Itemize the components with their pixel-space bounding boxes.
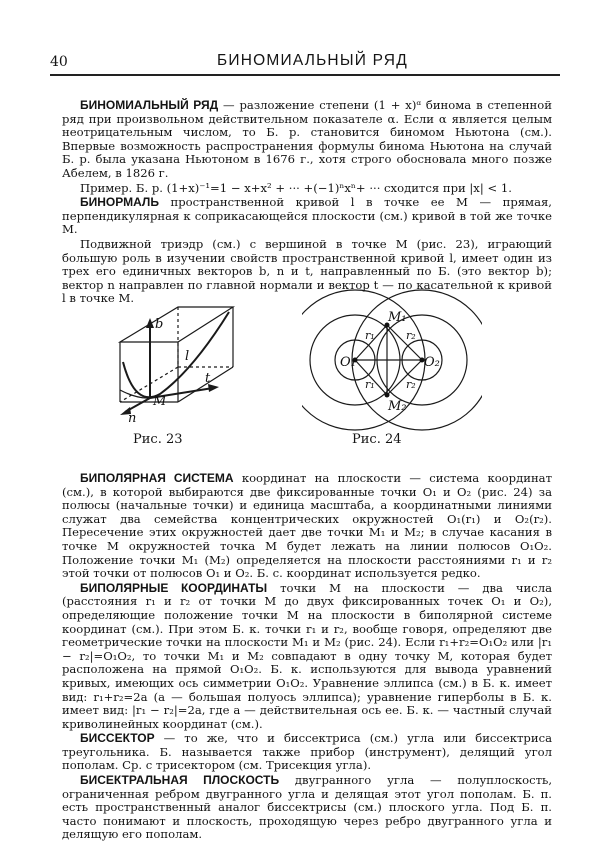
article-bisector-plane (62, 774, 552, 842)
figure-23 (95, 302, 275, 427)
radius-o2-m1 (387, 325, 422, 360)
fig23-curve-l (123, 312, 229, 397)
fig24-label-o2: O₂ (424, 355, 440, 370)
running-title: БИНОМИАЛЬНЫЙ РЯД (217, 52, 408, 69)
fig24-label-r2-lower: r₂ (406, 378, 416, 391)
fig23-label-n: n (128, 411, 137, 426)
radius-o2-m2 (387, 360, 422, 395)
figure-24 (302, 282, 482, 432)
fig24-label-o1: O₁ (340, 355, 356, 370)
page-number: 40 (50, 54, 68, 70)
article-paragraph: Пример. Б. р. (1+x)⁻¹=1 − x+x² + ··· +(−1)ⁿxⁿ+ ··· сходится при |x| < 1. (80, 180, 512, 195)
article-text: двугранного угла — полуплоскость, ограниченная ребром двугранного угла и делящая этот угол пополам. Б. п. есть пространственный аналог биссектрисы (см.) плоского угла. Под Б. п. часто понимают и плоскость, проходящую через ребро двугранного угла и делящую его пополам. (62, 773, 553, 842)
fig23-label-l: l (185, 349, 190, 364)
term-heading: БИНОРМАЛЬ (80, 195, 159, 210)
article-binormal (62, 196, 552, 237)
article-paragraph: Подвижной триэдр (см.) с вершиной в точке M (рис. 23), играющий большую роль в изучении свойств пространственной кривой l, имеет один из трех его единичных векторов b, n и t, направленный по Б. (это вектор b); вектор n направлен по главной нормали и вектор t — по касательной к кривой l в точке M. (62, 236, 552, 306)
term-heading: БИПОЛЯРНЫЕ КООРДИНАТЫ (80, 580, 268, 595)
article-text: пространственной кривой l в точке ее M — прямая, перпендикулярная к соприкасающейся плоскости (см.) кривой в той же точке M. (62, 195, 552, 237)
fig23-label-M: M (153, 394, 167, 409)
page-header (50, 52, 560, 76)
point-m2 (385, 393, 390, 398)
text-block-lower (62, 472, 552, 842)
fig23-arrow-b (146, 318, 154, 328)
text-block-upper (62, 99, 552, 306)
fig24-label-m2: M₂ (388, 399, 407, 414)
article-bisector (62, 732, 552, 773)
fig23-top-face (120, 307, 233, 342)
article-text: — разложение степени (1 + x)ᵅ бинома в степенной ряд при произвольном действительном показателе α. Если α является целым неотрицательным числом, то Б. р. становится биномом Ньютона (см.). Впервые возможность распространения формулы бинома Ньютона на случай Б. р. была указана Ньютоном в 1676 г., хотя строго обосновала много позже Абелем, в 1826 г. (62, 98, 552, 180)
fig24-label-r2-upper: r₂ (406, 329, 416, 342)
term-heading: БИНОМИАЛЬНЫЙ РЯД (80, 98, 219, 112)
fig23-label-t: t (205, 371, 211, 386)
article-text: — то же, что и биссектриса (см.) угла или биссектриса треугольника. Б. называется также прибор (инструмент), делящий угол пополам. Ср. с трисектором (см. Трисекция угла). (62, 731, 552, 773)
article-bipolar-system (62, 472, 552, 581)
header-rule (50, 74, 560, 76)
fig24-label-m1: M₁ (388, 310, 407, 325)
article-text: точки M на плоскости — два числа (расстояния r₁ и r₂ от точки M до двух фиксированных точек O₁ и O₂), определяющие положение точки M на плоскости в биполярной системе координат (см.). При этом Б. к. точки r₁ и r₂, вообще говоря, определяют две геометрические точки на плоскости M₁ и M₂ (рис. 24). Если r₁+r₂=O₁O₂ или |r₁ − r₂|=O₁O₂, то точки M₁ и M₂ совпадают в одну точку M, которая будет расположена на прямой O₁O₂. Б. к. используются для вывода уравнений кривых, имеющих ось симметрии O₁O₂. Уравнение эллипса (см.) в Б. к. имеет вид: r₁+r₂=2a (a — большая полуось эллипса); уравнение гиперболы в Б. к. имеет вид: |r₁ − r₂|=2a, где a — действительная ось ее. Б. к. — частный случай криволинейных координат (см.). (62, 580, 552, 731)
term-heading: БИСЕКТРАЛЬНАЯ ПЛОСКОСТЬ (80, 773, 280, 788)
article-binomial-series (62, 99, 552, 181)
fig24-label-r1-upper: r₁ (365, 329, 375, 342)
figure-23-caption: Рис. 23 (133, 432, 183, 447)
article-bipolar-coordinates (62, 582, 552, 732)
article-text: координат на плоскости — система координат (см.), в которой выбираются две фиксированные точки O₁ и O₂ (рис. 24) за полюсы (начальные точки) и единица масштаба, а координатными линиями служат два семейства концентрических окружностей O₁(r₁) и O₂(r₂). Пересечение этих окружностей дает две точки M₁ и M₂; в случае касания в точке M окружностей точка M будет лежать на линии полюсов O₁O₂. Положение точки M₁ (M₂) определяется на плоскости расстояниями r₁ и r₂ этой точки от полюсов O₁ и O₂. Б. с. координат используется редко. (62, 471, 552, 581)
figure-24-caption: Рис. 24 (352, 432, 402, 447)
fig23-label-b: b (155, 317, 164, 332)
term-heading: БИССЕКТОР (80, 731, 155, 746)
fig24-label-r1-lower: r₁ (365, 378, 375, 391)
term-heading: БИПОЛЯРНАЯ СИСТЕМА (80, 471, 234, 485)
